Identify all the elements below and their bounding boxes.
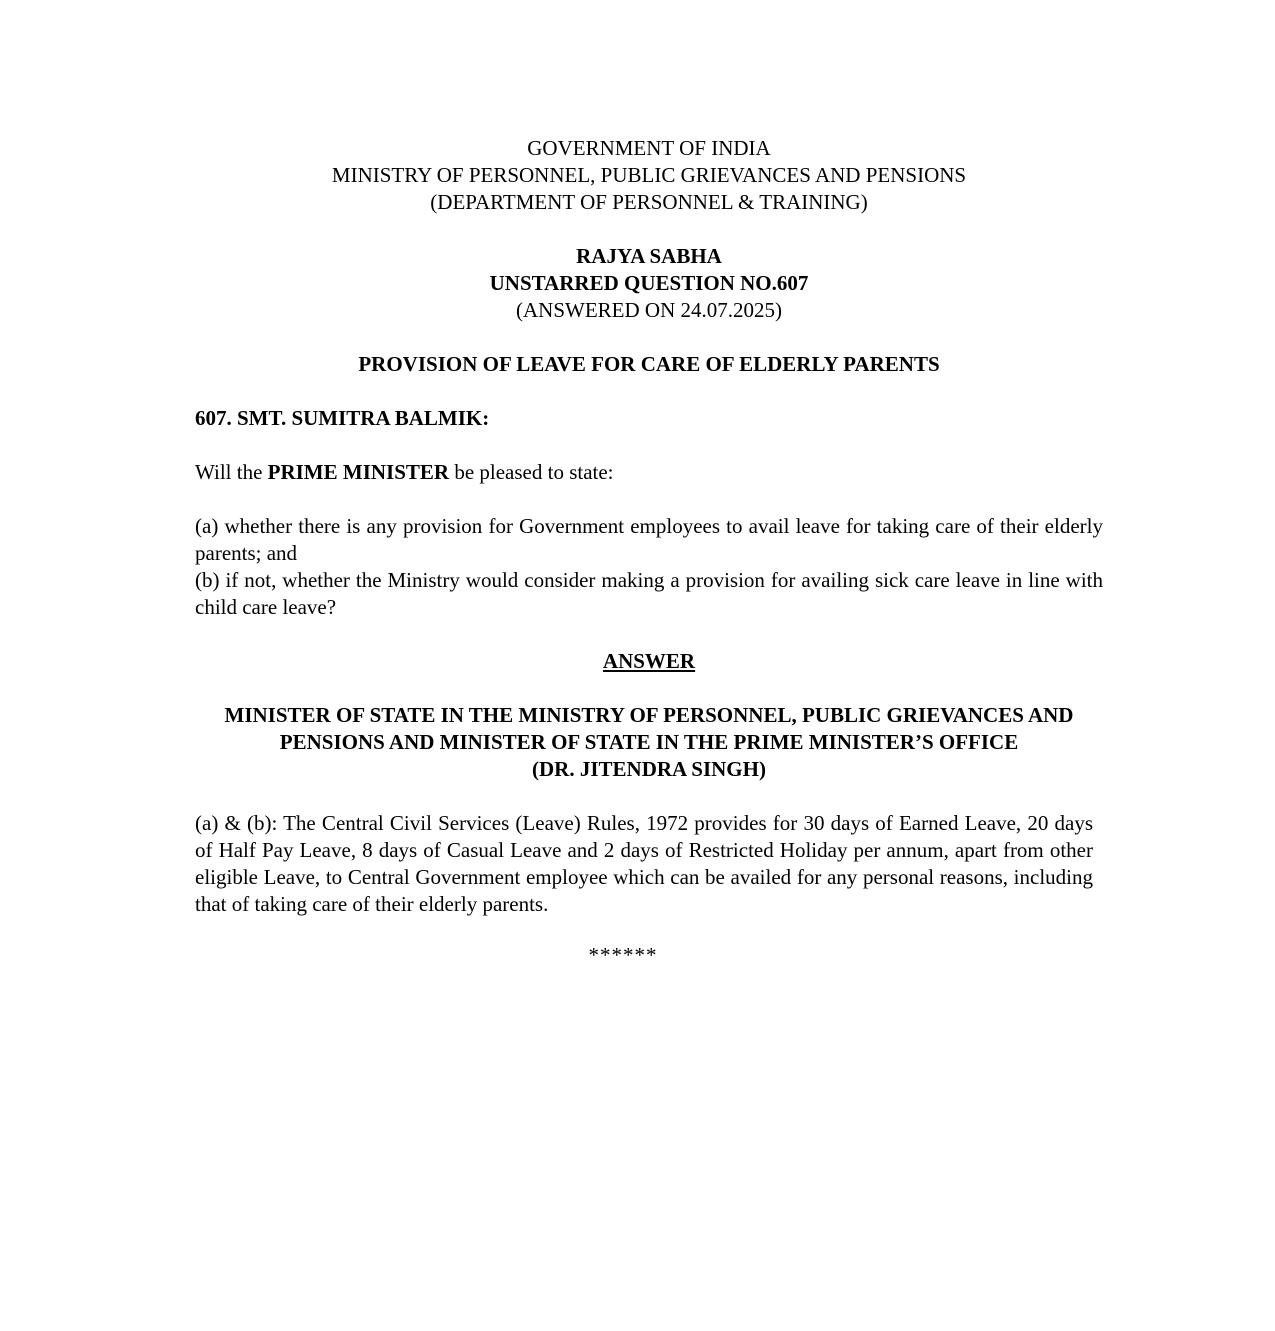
question-number: UNSTARRED QUESTION NO.607 [489, 271, 809, 295]
minister-name: (DR. JITENDRA SINGH) [532, 757, 766, 781]
header-ministry: MINISTRY OF PERSONNEL, PUBLIC GRIEVANCES AND PENSIONS [331, 163, 967, 187]
answer-text: (a) & (b): The Central Civil Services (Leave) Rules, 1972 provides for 30 days of Earned Leave, 20 days of Half Pay Leave, 8 days of Casual Leave and 2 days of Restricted Holiday per annum, apart from other eligible Leave, to Central Government employee which can be availed for any personal reasons, including that of taking care of their elderly parents. [195, 811, 1093, 916]
intro-suffix: be pleased to state: [449, 460, 614, 484]
minister-title: MINISTER OF STATE IN THE MINISTRY OF PERSONNEL, PUBLIC GRIEVANCES AND PENSIONS AND MINISTER OF STATE IN THE PRIME MINISTER’S OFFICE [224, 703, 1074, 754]
question-info [195, 243, 1103, 324]
answered-date: (ANSWERED ON 24.07.2025) [516, 298, 782, 322]
intro-prefix: Will the [195, 460, 268, 484]
intro-line [195, 459, 1103, 486]
subject-title: PROVISION OF LEAVE FOR CARE OF ELDERLY PARENTS [358, 352, 940, 376]
question-a: (a) whether there is any provision for Government employees to avail leave for taking care of their elderly parents; and [195, 514, 1103, 565]
minister-block [195, 702, 1103, 783]
document-header [195, 135, 1103, 216]
end-marker: ****** [588, 943, 658, 967]
question-b: (b) if not, whether the Ministry would consider making a provision for availing sick care leave in line with child care leave? [195, 568, 1103, 619]
header-department: (DEPARTMENT OF PERSONNEL & TRAINING) [430, 190, 868, 214]
house-name: RAJYA SABHA [576, 244, 722, 268]
intro-addressee: PRIME MINISTER [267, 460, 450, 484]
document-page [195, 135, 1103, 969]
answer-heading-text: ANSWER [602, 649, 696, 673]
answer-heading [195, 648, 1103, 675]
member-name: 607. SMT. SUMITRA BALMIK: [195, 406, 490, 430]
header-government: GOVERNMENT OF INDIA [527, 136, 771, 160]
